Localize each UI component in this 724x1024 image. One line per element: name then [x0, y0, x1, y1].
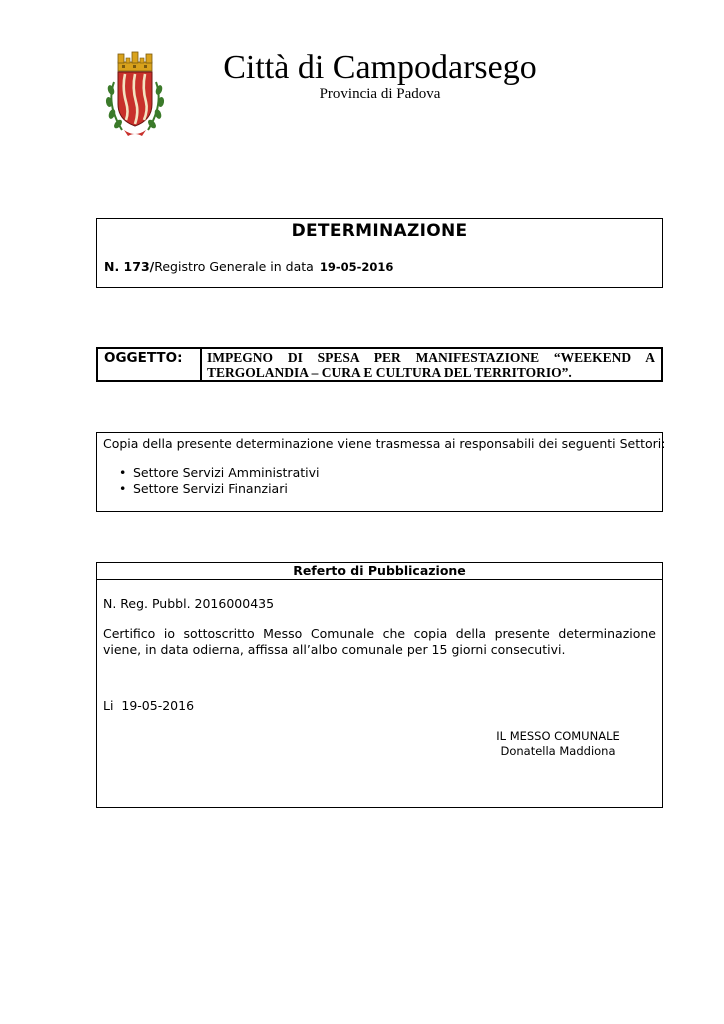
coat-of-arms-logo [102, 48, 168, 140]
crown-icon [118, 52, 152, 71]
oggetto-box [96, 347, 663, 382]
determinazione-title: DETERMINAZIONE [291, 221, 468, 241]
oggetto-divider [200, 349, 202, 380]
referto-title: Referto di Pubblicazione [97, 563, 662, 580]
copia-intro: Copia della presente determinazione viene trasmessa ai responsabili dei seguenti Settori: [103, 436, 666, 451]
determinazione-number: N. 173/ [104, 259, 155, 274]
certificate-text: Certifico io sottoscritto Messo Comunale che copia della presente determinazione viene, in data odierna, affissa all’albo comunale per 15 giorni consecutivi. [103, 626, 656, 657]
list-item: • Settore Servizi Finanziari [119, 481, 319, 497]
registry-text: Registro Generale in data [154, 259, 314, 274]
settori-list [119, 465, 319, 497]
list-item: • Settore Servizi Amministrativi [119, 465, 319, 481]
li-date: Li 19-05-2016 [103, 698, 195, 713]
signer-title: IL MESSO COMUNALE [496, 729, 620, 743]
copia-box [96, 432, 666, 512]
referto-box [96, 562, 663, 808]
registry-line [104, 259, 393, 274]
shield-icon [118, 72, 152, 126]
city-title: Città di Campodarsego [223, 49, 537, 86]
determinazione-box [96, 218, 663, 288]
province-subtitle: Provincia di Padova [319, 86, 441, 102]
oggetto-text: IMPEGNO DI SPESA PER MANIFESTAZIONE “WEEKEND A TERGOLANDIA – CURA E CULTURA DEL TERRITORIO”. [207, 350, 655, 380]
oggetto-label: OGGETTO: [104, 350, 183, 366]
signer-name: Donatella Maddiona [500, 744, 616, 758]
reg-pubbl-number: N. Reg. Pubbl. 2016000435 [103, 596, 275, 611]
determinazione-date: 19-05-2016 [319, 260, 394, 274]
